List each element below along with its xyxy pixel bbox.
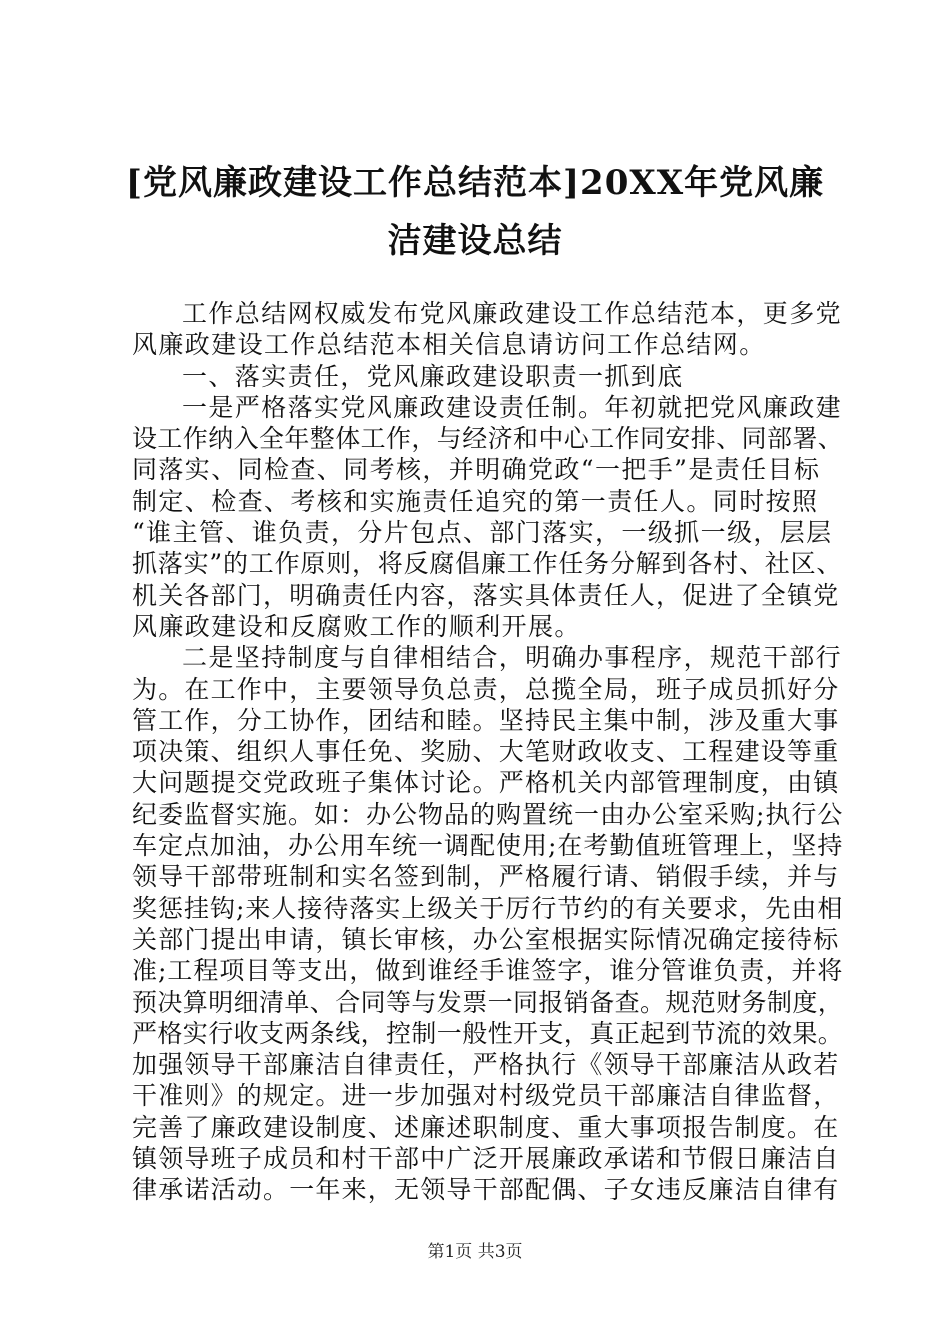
document-body [132, 298, 844, 1206]
body-line: 风廉政建设和反腐败工作的顺利开展。 [132, 611, 581, 641]
body-line: 制定、检查、考核和实施责任追究的第一责任人。同时按照 [132, 486, 819, 516]
page-footer: 第1页 共3页 [427, 1242, 523, 1262]
body-line: 加强领导干部廉洁自律责任，严格执行《领导干部廉洁从政若 [132, 1050, 840, 1080]
body-line: 领导干部带班制和实名签到制，严格履行请、销假手续，并与 [132, 862, 840, 892]
body-line: 二是坚持制度与自律相结合，明确办事程序，规范干部行 [182, 643, 843, 673]
body-line: 为。在工作中，主要领导负总责，总揽全局，班子成员抓好分 [132, 674, 840, 704]
body-line: 律承诺活动。一年来，无领导干部配偶、子女违反廉洁自律有 [132, 1175, 840, 1205]
body-line: 设工作纳入全年整体工作，与经济和中心工作同安排、同部署、 [132, 424, 844, 454]
body-line: 干准则》的规定。进一步加强对村级党员干部廉洁自律监督， [132, 1081, 840, 1111]
document-title-line-1: [党风廉政建设工作总结范本]20XX年党风廉 [125, 163, 825, 203]
body-line: 准;工程项目等支出，做到谁经手谁签字，谁分管谁负责，并将 [132, 956, 844, 986]
body-line: “谁主管、谁负责，分片包点、部门落实，一级抓一级，层层 [132, 518, 833, 548]
body-line: 同落实、同检查、同考核，并明确党政“一把手”是责任目标 [132, 455, 821, 485]
body-line: 严格实行收支两条线，控制一般性开支，真正起到节流的效果。 [132, 1018, 844, 1048]
body-line: 风廉政建设工作总结范本相关信息请访问工作总结网。 [132, 330, 766, 360]
body-line: 关部门提出申请，镇长审核，办公室根据实际情况确定接待标 [132, 924, 840, 954]
body-line: 项决策、组织人事任免、奖励、大笔财政收支、工程建设等重 [132, 737, 840, 767]
body-line: 一是严格落实党风廉政建设责任制。年初就把党风廉政建 [182, 392, 843, 422]
body-line: 机关各部门，明确责任内容，落实具体责任人，促进了全镇党 [132, 580, 840, 610]
body-line: 抓落实”的工作原则，将反腐倡廉工作任务分解到各村、社区、 [132, 549, 843, 579]
body-line: 管工作，分工协作，团结和睦。坚持民主集中制，涉及重大事 [132, 705, 840, 735]
document-title-line-2: 洁建设总结 [387, 221, 563, 261]
body-line: 纪委监督实施。如：办公物品的购置统一由办公室采购;执行公 [132, 799, 844, 829]
body-line: 车定点加油，办公用车统一调配使用;在考勤值班管理上，坚持 [132, 831, 844, 861]
body-line: 预决算明细清单、合同等与发票一同报销备查。规范财务制度， [132, 987, 844, 1017]
body-line: 完善了廉政建设制度、述廉述职制度、重大事项报告制度。在 [132, 1112, 840, 1142]
body-line: 工作总结网权威发布党风廉政建设工作总结范本，更多党 [182, 299, 843, 328]
body-line: 奖惩挂钩;来人接待落实上级关于厉行节约的有关要求，先由相 [132, 893, 844, 923]
body-line: 大问题提交党政班子集体讨论。严格机关内部管理制度，由镇 [132, 768, 840, 798]
body-line: 镇领导班子成员和村干部中广泛开展廉政承诺和节假日廉洁自 [132, 1144, 840, 1174]
section-heading: 一、落实责任，党风廉政建设职责一抓到底 [182, 361, 684, 391]
